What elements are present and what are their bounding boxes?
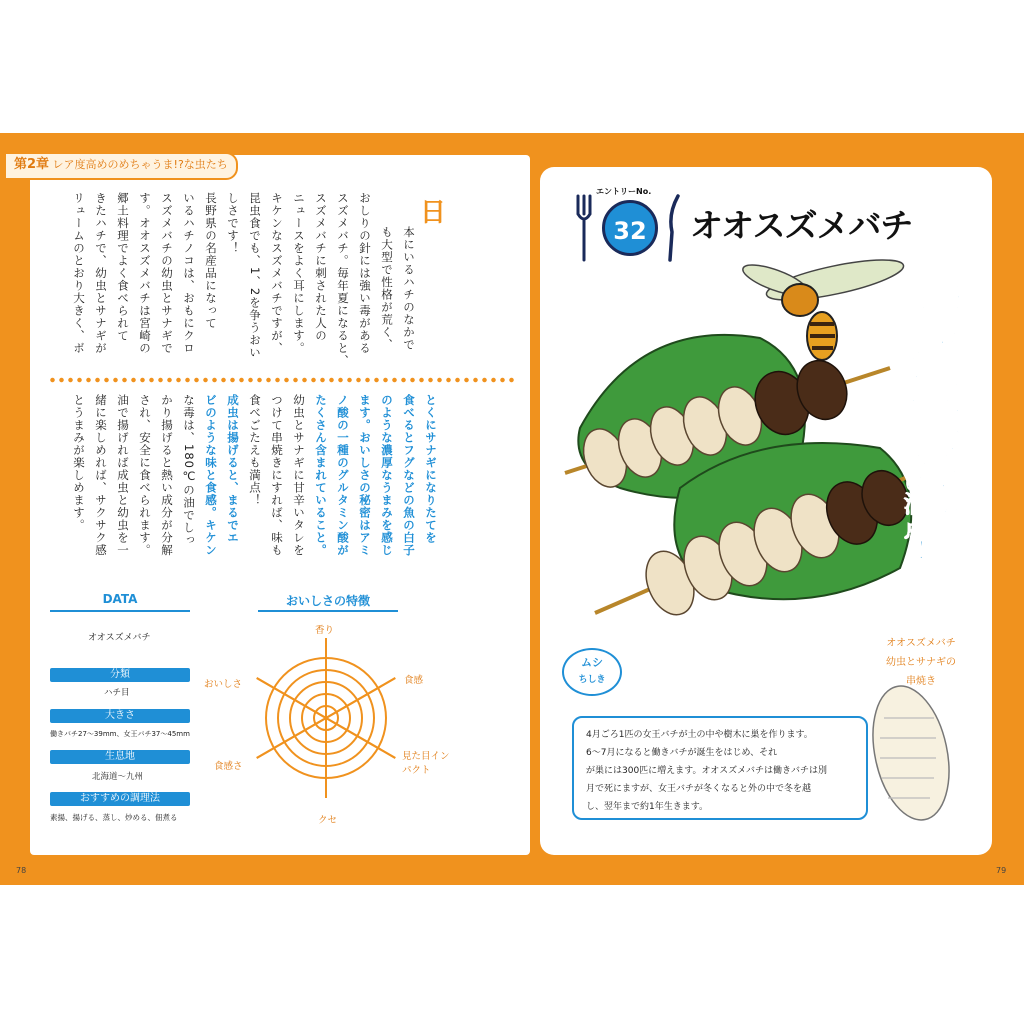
data-value-cooking: 素揚、揚げる、蒸し、炒める、佃煮る [50, 813, 178, 822]
body-column: きたハチで、幼虫とサナギが [94, 192, 108, 355]
page-number-right: 79 [996, 866, 1007, 875]
body-column: 食べるとフグなどの魚の白子 [402, 394, 416, 557]
entry-number-badge: 32 [602, 200, 658, 256]
chapter-number: 第2章 [14, 157, 50, 172]
entry-label: エントリーNo. [596, 187, 652, 196]
body-column: つけて串焼きにすれば、味も [270, 394, 284, 557]
chart-heading: おいしさの特徴 [285, 594, 370, 608]
info-line: 月で死にますが、女王バチが冬くなると外の中で冬を越 [586, 784, 812, 794]
data-label-habitat: 生息地 [50, 750, 190, 764]
caption-line: 幼虫とサナギの [886, 657, 956, 668]
info-line: 6～7月になると働きバチが誕生をはじめ、それ [586, 748, 778, 758]
dropcap: 日 [420, 198, 447, 228]
chapter-tab [4, 152, 238, 180]
data-label-classification: 分類 [50, 668, 190, 682]
info-box [572, 716, 868, 820]
body-column: な毒は、180℃の油でしっ [182, 394, 196, 547]
catch-line-2: 幼虫とサナギの味は満点！ [900, 276, 926, 564]
body-column: ニュースをよく耳にします。 [292, 192, 306, 355]
body-column: 油で揚げれば成虫と幼虫を一 [116, 394, 130, 557]
body-column: 昆虫食でも、1、2を争うおい [248, 192, 262, 359]
badge-line: ムシ [581, 656, 603, 669]
info-line: が巣には300匹に増えます。オオスズメバチは働きバチは別 [586, 766, 828, 776]
axis-label-quirk: クセ [318, 815, 338, 826]
body-column: スズメバチの幼虫とサナギで [160, 192, 174, 355]
data-label-size: 大きさ [50, 709, 190, 723]
body-column: ノ酸の一種のグルタミン酸が [336, 394, 350, 557]
axis-label-taste: おいしさ [204, 679, 243, 690]
dotted-divider [48, 376, 518, 384]
body-column: しさです！ [226, 192, 240, 255]
info-line: 4月ごろ1匹の女王バチが土の中や樹木に巣を作ります。 [586, 730, 813, 740]
larva-closeup-illustration [866, 678, 956, 828]
body-column: たくさん含まれていること。 [314, 394, 328, 557]
badge-line: ちしき [578, 675, 606, 685]
chapter-title: レア度高めのめちゃうま!?な虫たち [52, 158, 228, 171]
body-column: 郷土料理でよく食べられて [116, 192, 130, 342]
fork-icon [574, 194, 594, 264]
body-column: ビのような味と食感。キケン [204, 394, 218, 557]
data-value-habitat: 北海道～九州 [92, 772, 144, 782]
chart-rule [258, 610, 398, 612]
body-column: とうまみが楽しめます。 [72, 394, 86, 532]
knife-icon [664, 194, 684, 264]
data-value-classification: ハチ目 [104, 688, 130, 698]
body-column: 緒に楽しめれば、サクサク感 [94, 394, 108, 557]
axis-label-impact: 見た目インパクト [402, 751, 450, 776]
body-column: とくにサナギになりたてを [424, 394, 438, 544]
body-column: 本にいるハチのなかで [402, 226, 416, 351]
data-value-size: 働きバチ27～39mm、女王バチ37～45mm [50, 730, 190, 738]
page-number-left: 78 [16, 866, 27, 875]
catch-line-1: 成虫は猛毒があるけれど [934, 276, 960, 540]
info-line: し、翌年まで約1年生きます。 [586, 802, 709, 812]
body-column: キケンなスズメバチですが、 [270, 192, 284, 355]
data-rule [50, 610, 190, 612]
body-column: 長野県の名産品になって [204, 192, 218, 330]
skewer-illustration [560, 258, 940, 618]
axis-label-texture: 食感 [404, 675, 424, 686]
body-column: ます。おいしさの秘密はアミ [358, 394, 372, 557]
axis-label-texture2: 食感さ [214, 761, 243, 772]
body-column: かり揚げると熱い成分が分解 [160, 394, 174, 557]
body-column: スズメバチ。毎年夏になると、 [336, 192, 350, 367]
data-heading: DATA [102, 592, 138, 606]
body-column: 成虫は揚げると、まるでエ [226, 394, 240, 544]
species-title: オオスズメバチ [690, 206, 913, 245]
caption-line: オオスズメバチ [886, 638, 956, 649]
body-column: 幼虫とサナギに甘辛いタレを [292, 394, 306, 557]
body-column: も大型で性格が荒く、 [380, 226, 394, 351]
caption-line: 串焼き [906, 676, 936, 687]
body-column: リュームのとおり大きく、ボ [72, 192, 86, 355]
body-column: され、安全に食べられます。 [138, 394, 152, 557]
data-species-name: オオスズメバチ [88, 633, 151, 643]
body-column: のような濃厚なうまみを感じ [380, 394, 394, 557]
body-column: す。オオスズメバチは宮崎の [138, 192, 152, 355]
data-label-cooking: おすすめの調理法 [50, 792, 190, 806]
radar-chart [236, 618, 416, 818]
body-column: おしりの針には強い毒がある [358, 192, 372, 355]
body-column: いるハチノコは、おもにクロ [182, 192, 196, 355]
body-column: スズメバチに刺された人の [314, 192, 328, 342]
mushi-chishiki-badge [562, 648, 622, 696]
body-column: 食べごたえも満点！ [248, 394, 262, 507]
axis-label-aroma: 香り [315, 625, 335, 636]
